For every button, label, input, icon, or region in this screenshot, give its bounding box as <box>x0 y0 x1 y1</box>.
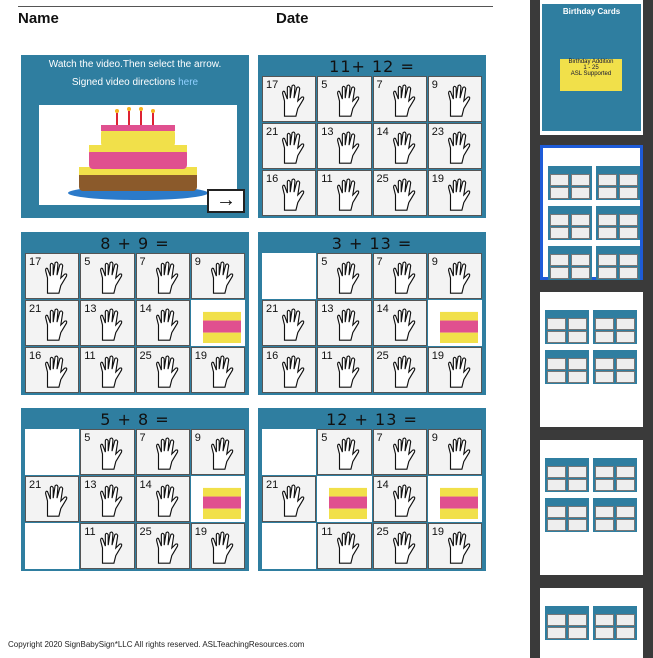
thumb-mini-cell <box>595 331 614 343</box>
answer-number: 16 <box>266 350 279 362</box>
answer-number: 7 <box>376 256 383 268</box>
answer-cell[interactable] <box>191 523 245 569</box>
asl-hand-icon <box>386 129 424 167</box>
cake-piece-icon <box>203 481 241 519</box>
cake-piece-icon <box>329 481 367 519</box>
thumb-mini-cell <box>571 214 590 226</box>
asl-hand-icon <box>386 176 424 214</box>
answer-number: 9 <box>194 432 201 444</box>
asl-hand-icon <box>330 129 368 167</box>
asl-hand-icon <box>330 435 368 473</box>
thumb-mini-cell <box>568 466 587 478</box>
asl-hand-icon <box>38 482 76 520</box>
answer-number: 19 <box>431 526 444 538</box>
thumb-range: 1 - 25 <box>583 65 599 71</box>
asl-hand-icon <box>93 482 131 520</box>
answer-number: 14 <box>376 126 389 138</box>
thumb-mini-cell <box>598 267 617 279</box>
asl-hand-icon <box>93 259 131 297</box>
answer-cell[interactable] <box>373 523 427 569</box>
thumb-mini-card <box>593 310 637 344</box>
answer-number: 16 <box>266 173 279 185</box>
thumb-mini-cell <box>616 479 635 491</box>
answer-number: 14 <box>139 479 152 491</box>
answer-number: 13 <box>84 303 97 315</box>
answer-cell[interactable] <box>25 476 79 522</box>
thumb-mini-card <box>548 206 592 240</box>
answer-cell[interactable] <box>373 429 427 475</box>
thumb-mini-card <box>545 310 589 344</box>
cake-piece-icon <box>440 305 478 343</box>
thumb-mini-card <box>596 246 640 280</box>
thumbnail-page-3[interactable] <box>540 292 643 427</box>
answer-number: 19 <box>431 350 444 362</box>
asl-hand-icon <box>149 306 187 344</box>
cake-piece-icon <box>203 305 241 343</box>
thumb-mini-cell <box>550 227 569 239</box>
answer-cell[interactable] <box>80 300 134 346</box>
thumb-mini-cell <box>571 267 590 279</box>
asl-hand-icon <box>386 353 424 391</box>
thumb-mini-card <box>545 606 589 640</box>
thumb-mini-cell <box>550 214 569 226</box>
asl-hand-icon <box>386 435 424 473</box>
equation-card <box>258 408 486 571</box>
asl-hand-icon <box>330 259 368 297</box>
thumb-mini-card <box>545 458 589 492</box>
asl-hand-icon <box>204 353 242 391</box>
thumb-mini-cell <box>595 627 614 639</box>
answer-number: 9 <box>431 79 438 91</box>
asl-hand-icon <box>38 353 76 391</box>
thumb-mini-cell <box>595 358 614 370</box>
answer-cell[interactable] <box>373 170 427 216</box>
thumb-mini-cell <box>598 227 617 239</box>
thumb-mini-cell <box>619 187 638 199</box>
intro-card <box>21 55 249 218</box>
answer-number: 5 <box>321 256 328 268</box>
answer-cell[interactable] <box>317 523 371 569</box>
thumb-mini-card <box>548 166 592 200</box>
answer-cell[interactable] <box>80 429 134 475</box>
answer-cell[interactable] <box>25 429 79 475</box>
thumb-mini-cell <box>619 227 638 239</box>
asl-hand-icon <box>149 482 187 520</box>
thumb-mini-cell <box>619 214 638 226</box>
asl-hand-icon <box>441 129 479 167</box>
answer-cell[interactable] <box>25 300 79 346</box>
answer-cell[interactable] <box>136 300 190 346</box>
thumb-mini-cell <box>616 318 635 330</box>
thumb-mini-cell <box>595 466 614 478</box>
answer-number: 9 <box>431 432 438 444</box>
answer-cell[interactable] <box>428 300 482 346</box>
answer-grid <box>25 253 245 393</box>
asl-hand-icon <box>441 353 479 391</box>
answer-cell[interactable] <box>136 253 190 299</box>
asl-hand-icon <box>386 82 424 120</box>
answer-cell[interactable] <box>428 123 482 169</box>
thumb-mini-card <box>593 606 637 640</box>
answer-cell[interactable] <box>80 476 134 522</box>
thumb-mini-cell <box>568 519 587 531</box>
thumb-mini-cell <box>550 187 569 199</box>
answer-number: 21 <box>266 303 279 315</box>
asl-hand-icon <box>93 353 131 391</box>
answer-cell[interactable] <box>262 300 316 346</box>
video-prefix: Signed video directions <box>71 77 179 88</box>
answer-cell[interactable] <box>317 253 371 299</box>
answer-number: 16 <box>29 350 42 362</box>
thumbnail-page-5[interactable] <box>540 588 643 658</box>
equation-title: 12 + 13 = <box>326 410 418 429</box>
answer-cell[interactable] <box>136 476 190 522</box>
answer-cell[interactable] <box>80 253 134 299</box>
thumb-mini-card <box>596 166 640 200</box>
thumb-mini-cell <box>547 331 566 343</box>
answer-cell[interactable] <box>317 123 371 169</box>
asl-hand-icon <box>275 129 313 167</box>
thumb-mini-cell <box>595 479 614 491</box>
answer-number: 25 <box>376 350 389 362</box>
asl-hand-icon <box>93 529 131 567</box>
asl-hand-icon <box>204 529 242 567</box>
asl-hand-icon <box>275 82 313 120</box>
answer-cell[interactable] <box>317 429 371 475</box>
answer-cell[interactable] <box>25 523 79 569</box>
answer-cell[interactable] <box>373 300 427 346</box>
asl-hand-icon <box>386 259 424 297</box>
answer-number: 25 <box>376 173 389 185</box>
answer-number: 11 <box>321 526 333 538</box>
thumb-mini-cell <box>568 479 587 491</box>
thumb-mini-cell <box>547 318 566 330</box>
answer-cell[interactable] <box>262 347 316 393</box>
thumb-mini-card <box>596 206 640 240</box>
answer-cell[interactable] <box>317 170 371 216</box>
thumb-mini-card <box>545 350 589 384</box>
asl-hand-icon <box>441 176 479 214</box>
answer-cell[interactable] <box>317 76 371 122</box>
answer-cell[interactable] <box>136 347 190 393</box>
answer-number: 19 <box>194 526 207 538</box>
answer-number: 9 <box>431 256 438 268</box>
copyright-footer: Copyright 2020 SignBabySign*LLC All rights reserved. ASLTeachingResources.com <box>8 640 305 649</box>
answer-number: 21 <box>266 479 279 491</box>
answer-grid <box>262 76 482 216</box>
asl-hand-icon <box>386 306 424 344</box>
thumb-mini-cell <box>616 614 635 626</box>
thumb-subtitle-box <box>560 59 622 91</box>
thumb-mini-cell <box>571 254 590 266</box>
thumb-mini-cell <box>595 371 614 383</box>
thumb-mini-cell <box>547 371 566 383</box>
answer-cell[interactable] <box>262 76 316 122</box>
asl-hand-icon <box>330 176 368 214</box>
asl-hand-icon <box>330 306 368 344</box>
thumb-mini-cell <box>550 174 569 186</box>
answer-cell[interactable] <box>136 429 190 475</box>
thumbnail-page-4[interactable] <box>540 440 643 575</box>
thumb-mini-cell <box>568 614 587 626</box>
answer-cell[interactable] <box>191 347 245 393</box>
answer-cell[interactable] <box>262 476 316 522</box>
header-rule <box>18 6 493 7</box>
thumbnail-page-2[interactable] <box>540 145 643 280</box>
thumb-mini-cell <box>598 187 617 199</box>
thumb-mini-cell <box>547 627 566 639</box>
answer-cell[interactable] <box>373 76 427 122</box>
asl-hand-icon <box>275 306 313 344</box>
answer-number: 23 <box>431 126 444 138</box>
answer-cell[interactable] <box>191 253 245 299</box>
asl-hand-icon <box>149 529 187 567</box>
answer-number: 7 <box>376 432 383 444</box>
asl-hand-icon <box>330 353 368 391</box>
thumb-mini-card <box>593 498 637 532</box>
answer-number: 11 <box>84 350 96 362</box>
asl-hand-icon <box>204 259 242 297</box>
answer-number: 13 <box>321 126 334 138</box>
answer-cell[interactable] <box>317 300 371 346</box>
equation-title: 3 + 13 = <box>331 234 413 253</box>
equation-card <box>21 408 249 571</box>
thumb-mini-cell <box>595 519 614 531</box>
thumb-subtitle: Birthday Addition <box>568 59 614 65</box>
asl-hand-icon <box>275 482 313 520</box>
answer-cell[interactable] <box>262 170 316 216</box>
equation-card <box>258 232 486 395</box>
thumb-mini-cell <box>571 187 590 199</box>
answer-cell[interactable] <box>25 253 79 299</box>
answer-cell[interactable] <box>428 170 482 216</box>
asl-hand-icon <box>149 259 187 297</box>
answer-number: 17 <box>29 256 42 268</box>
equation-title: 5 + 8 = <box>100 410 170 429</box>
answer-cell[interactable] <box>80 523 134 569</box>
thumbnail-page-1[interactable] <box>540 0 643 135</box>
thumb-mini-cell <box>616 371 635 383</box>
instruction-text: Watch the video.Then select the arrow. <box>48 59 222 70</box>
answer-cell[interactable] <box>373 476 427 522</box>
thumb-mini-cell <box>550 267 569 279</box>
thumb-mini-cell <box>595 506 614 518</box>
answer-number: 19 <box>194 350 207 362</box>
answer-cell[interactable] <box>191 476 245 522</box>
answer-number: 25 <box>139 350 152 362</box>
answer-number: 17 <box>266 79 279 91</box>
answer-cell[interactable] <box>262 429 316 475</box>
thumb-mini-cell <box>616 358 635 370</box>
thumb-mini-cell <box>595 614 614 626</box>
equation-title: 8 + 9 = <box>100 234 170 253</box>
date-label: Date <box>276 10 309 27</box>
next-arrow-button[interactable]: → <box>207 189 245 213</box>
answer-cell[interactable] <box>262 123 316 169</box>
answer-number: 7 <box>139 432 146 444</box>
asl-hand-icon <box>441 82 479 120</box>
asl-hand-icon <box>275 176 313 214</box>
answer-number: 21 <box>29 479 42 491</box>
answer-cell[interactable] <box>373 123 427 169</box>
thumb-mini-cell <box>568 358 587 370</box>
thumb-mini-cell <box>571 174 590 186</box>
asl-hand-icon <box>149 353 187 391</box>
answer-cell[interactable] <box>428 476 482 522</box>
thumb-mini-cell <box>616 466 635 478</box>
asl-hand-icon <box>330 82 368 120</box>
thumb-cover <box>542 4 641 131</box>
answer-cell[interactable] <box>373 347 427 393</box>
answer-number: 5 <box>84 432 91 444</box>
thumb-mini-card <box>548 246 592 280</box>
answer-grid <box>262 429 482 569</box>
answer-number: 5 <box>321 432 328 444</box>
name-label: Name <box>18 10 59 27</box>
thumb-mini-cell <box>547 506 566 518</box>
answer-grid <box>25 429 245 569</box>
answer-cell[interactable] <box>136 523 190 569</box>
thumb-mini-cell <box>547 466 566 478</box>
thumb-mini-cell <box>550 254 569 266</box>
thumb-title: Birthday Cards <box>562 7 621 16</box>
thumb-mini-cell <box>568 331 587 343</box>
answer-number: 14 <box>139 303 152 315</box>
asl-hand-icon <box>38 306 76 344</box>
video-directions <box>21 77 249 88</box>
answer-number: 11 <box>84 526 96 538</box>
thumb-mini-cell <box>619 254 638 266</box>
asl-hand-icon <box>330 529 368 567</box>
answer-number: 19 <box>431 173 444 185</box>
answer-cell[interactable] <box>373 253 427 299</box>
video-link[interactable]: here <box>178 77 199 88</box>
answer-cell[interactable] <box>25 347 79 393</box>
thumb-mini-cell <box>547 479 566 491</box>
thumb-mini-cell <box>568 371 587 383</box>
answer-cell[interactable] <box>428 76 482 122</box>
answer-cell[interactable] <box>262 523 316 569</box>
thumb-mini-cell <box>595 318 614 330</box>
answer-cell[interactable] <box>191 429 245 475</box>
thumb-note: ASL Supported <box>570 71 612 77</box>
thumb-mini-cell <box>568 318 587 330</box>
equation-card <box>258 55 486 218</box>
asl-hand-icon <box>275 353 313 391</box>
answer-cell[interactable] <box>428 429 482 475</box>
thumb-mini-cell <box>616 627 635 639</box>
cake-piece-icon <box>440 481 478 519</box>
thumb-mini-cell <box>547 358 566 370</box>
answer-cell[interactable] <box>191 300 245 346</box>
thumb-mini-cell <box>568 627 587 639</box>
thumb-mini-cell <box>598 254 617 266</box>
thumb-mini-cell <box>619 267 638 279</box>
answer-number: 25 <box>376 526 389 538</box>
thumb-mini-cell <box>619 174 638 186</box>
answer-grid <box>262 253 482 393</box>
thumb-mini-card <box>593 458 637 492</box>
asl-hand-icon <box>386 529 424 567</box>
thumb-mini-cell <box>547 519 566 531</box>
answer-cell[interactable] <box>428 523 482 569</box>
thumb-mini-cell <box>616 331 635 343</box>
asl-hand-icon <box>441 259 479 297</box>
answer-number: 13 <box>321 303 334 315</box>
thumb-mini-cell <box>598 174 617 186</box>
answer-cell[interactable] <box>428 253 482 299</box>
answer-number: 14 <box>376 303 389 315</box>
thumb-mini-cell <box>571 227 590 239</box>
answer-number: 11 <box>321 350 333 362</box>
answer-number: 11 <box>321 173 333 185</box>
answer-number: 21 <box>266 126 279 138</box>
answer-cell[interactable] <box>262 253 316 299</box>
answer-number: 21 <box>29 303 42 315</box>
thumb-mini-cell <box>598 214 617 226</box>
answer-cell[interactable] <box>428 347 482 393</box>
thumb-mini-cell <box>547 614 566 626</box>
asl-hand-icon <box>93 435 131 473</box>
asl-hand-icon <box>38 259 76 297</box>
thumb-mini-card <box>545 498 589 532</box>
thumb-mini-cell <box>616 519 635 531</box>
answer-number: 9 <box>194 256 201 268</box>
asl-hand-icon <box>204 435 242 473</box>
equation-title: 11+ 12 = <box>329 57 415 76</box>
answer-cell[interactable] <box>317 347 371 393</box>
answer-number: 13 <box>84 479 97 491</box>
answer-cell[interactable] <box>80 347 134 393</box>
thumb-mini-card <box>593 350 637 384</box>
page-thumbnails-sidebar[interactable] <box>530 0 653 658</box>
asl-hand-icon <box>441 529 479 567</box>
answer-number: 5 <box>321 79 328 91</box>
thumb-mini-cell <box>568 506 587 518</box>
equation-card <box>21 232 249 395</box>
answer-number: 25 <box>139 526 152 538</box>
asl-hand-icon <box>93 306 131 344</box>
asl-hand-icon <box>441 435 479 473</box>
answer-number: 5 <box>84 256 91 268</box>
answer-cell[interactable] <box>317 476 371 522</box>
asl-hand-icon <box>386 482 424 520</box>
thumb-mini-cell <box>616 506 635 518</box>
asl-hand-icon <box>149 435 187 473</box>
answer-number: 7 <box>376 79 383 91</box>
answer-number: 7 <box>139 256 146 268</box>
answer-number: 14 <box>376 479 389 491</box>
